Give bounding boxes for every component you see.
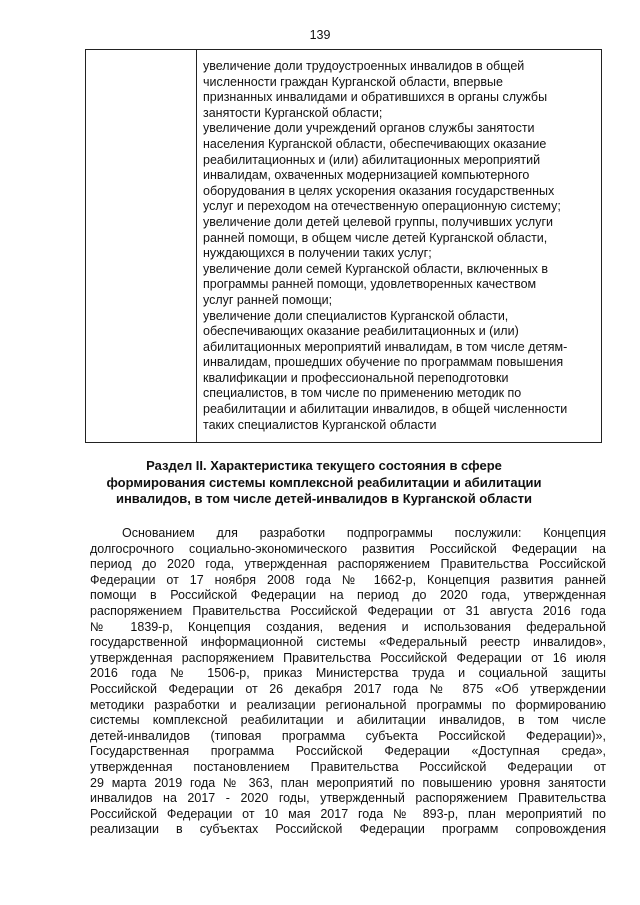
table-text-line: увеличение доли специалистов Курганской области, bbox=[203, 308, 509, 323]
heading-line: формирования системы комплексной реабилитации и абилитации bbox=[106, 474, 542, 490]
table-text-line: численности граждан Курганской области, впервые bbox=[203, 74, 503, 89]
body-text-line: период до 2020 года, утвержденная распоряжением Правительства Российской bbox=[90, 557, 606, 572]
table-text-line: инвалидам, охваченных модернизацией компьютерного bbox=[203, 168, 530, 183]
table-text-line: реабилитационных и (или) абилитационных мероприятий bbox=[203, 152, 541, 167]
body-text-line: 29 марта 2019 года № 363, план мероприятий по повышению уровня занятости bbox=[90, 775, 606, 790]
body-text-line: Российской Федерации от 10 мая 2017 года № 893-р, план мероприятий по bbox=[90, 806, 606, 821]
section-body-paragraph bbox=[90, 526, 606, 838]
body-text-line: Федерации от 17 ноября 2008 года № 1662-р, Концепция развития ранней bbox=[90, 572, 606, 587]
body-text-line: распоряжением Правительства Российской Федерации от 31 августа 2016 года bbox=[90, 603, 606, 618]
table-text-line: нуждающихся в получении таких услуг; bbox=[203, 246, 432, 261]
body-text-line: Государственная программа Российской Федерации «Доступная среда», bbox=[90, 744, 606, 759]
body-text-line: Российской Федерации от 26 декабря 2017 года № 875 «Об утверждении bbox=[90, 681, 606, 696]
table-text-line: обеспечивающих оказание реабилитационных и (или) bbox=[203, 324, 519, 339]
table-text-line: занятости Курганской области; bbox=[203, 105, 383, 120]
body-text-line: помощи в Российской Федерации на период до 2020 года, утвержденная bbox=[90, 588, 606, 603]
heading-line: Раздел II. Характеристика текущего состояния в сфере bbox=[146, 458, 502, 473]
body-text-line: утвержденная постановлением Правительства Российской Федерации от bbox=[90, 759, 606, 774]
table-text-line: программы ранней помощи, удовлетворенных качеством bbox=[203, 277, 537, 292]
body-text-line: 2016 года № 1506-р, приказ Министерства труда и социальной защиты bbox=[90, 666, 606, 681]
body-text-line: государственной информационной системы «Федеральный реестр инвалидов», bbox=[90, 635, 606, 650]
body-text-line: реализации в субъектах Российской Федерации программ сопровождения bbox=[90, 822, 606, 837]
table-text-line: увеличение доли учреждений органов службы занятости bbox=[203, 121, 535, 136]
table-text-line: оборудования в целях ускорения оказания государственных bbox=[203, 183, 555, 198]
section-heading bbox=[80, 458, 568, 508]
table-text-line: населения Курганской области, обеспечивающих оказание bbox=[203, 136, 547, 151]
table-left-cell bbox=[86, 50, 197, 442]
table-text-line: таких специалистов Курганской области bbox=[203, 417, 437, 432]
table-right-cell bbox=[203, 59, 595, 433]
table-text-line: увеличение доли детей целевой группы, получивших услуги bbox=[203, 214, 553, 229]
table-text-line: услуг ранней помощи; bbox=[203, 292, 333, 307]
table-text-line: увеличение доли трудоустроенных инвалидов в общей bbox=[203, 59, 525, 73]
body-text-line: № 1839-р, Концепция создания, ведения и использования федеральной bbox=[90, 619, 606, 634]
table-text-line: инвалидам, прошедших обучение по программам повышения bbox=[203, 355, 564, 370]
table-text-line: реабилитации и абилитации инвалидов, в общей численности bbox=[203, 402, 568, 417]
body-text-line: утвержденная распоряжением Правительства Российской Федерации от 16 июля bbox=[90, 650, 606, 665]
indicators-table bbox=[85, 49, 602, 443]
body-text-line: инвалидов на 2017 - 2020 годы, утвержденный распоряжением Правительства bbox=[90, 791, 606, 806]
body-text-line: методики разработки и реализации региональной программы по формированию bbox=[90, 697, 606, 712]
body-text-line: долгосрочного социально-экономического развития Российской Федерации на bbox=[90, 541, 606, 556]
table-text-line: ранней помощи, в общем числе детей Курганской области, bbox=[203, 230, 548, 245]
table-text-line: квалификации и профессиональной переподготовки bbox=[203, 370, 509, 385]
body-text-line: системы комплексной реабилитации и абилитации инвалидов, в том числе bbox=[90, 713, 606, 728]
table-text-line: специалистов, в том числе по применению методик по bbox=[203, 386, 522, 401]
page-number: 139 bbox=[309, 28, 331, 42]
table-text-line: признанных инвалидами и обратившихся в органы службы bbox=[203, 90, 548, 105]
table-text-line: услуг и переходом на отечественную операционную систему; bbox=[203, 199, 561, 214]
heading-line: инвалидов, в том числе детей-инвалидов в Курганской области bbox=[115, 491, 533, 506]
body-text-line: детей-инвалидов (типовая программа субъекта Российской Федерации)», bbox=[90, 728, 606, 743]
body-text-line: Основанием для разработки подпрограммы послужили: Концепция bbox=[122, 526, 606, 540]
table-text-line: увеличение доли семей Курганской области, включенных в bbox=[203, 261, 548, 276]
table-text-line: абилитационных мероприятий инвалидам, в том числе детям- bbox=[203, 339, 568, 354]
